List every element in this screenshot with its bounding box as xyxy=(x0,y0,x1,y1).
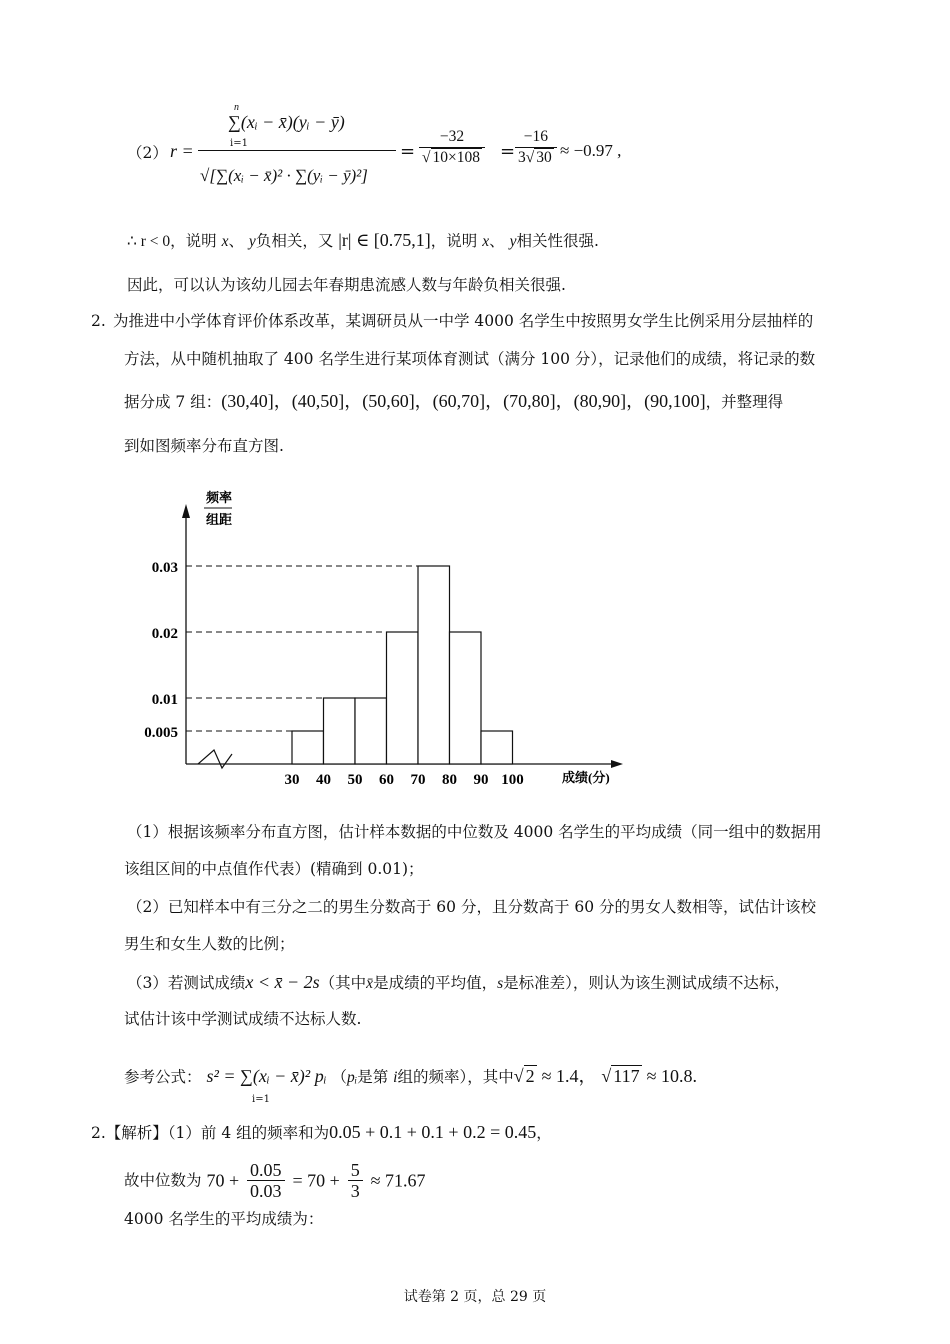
r-denominator: √[∑(xᵢ − x̄)² · ∑(yᵢ − ȳ)²] xyxy=(200,166,368,185)
q3-a: （3）若测试成绩 xyxy=(127,974,246,992)
conc-sep1: 、 xyxy=(228,232,244,250)
median-frac1 xyxy=(247,1160,285,1201)
median-frac2-num: 5 xyxy=(348,1160,363,1181)
q3-xbar: x̄ xyxy=(366,975,374,992)
x-tick-label: 50 xyxy=(347,772,363,788)
conc-x1: x xyxy=(221,233,229,250)
q3-c: 是成绩的平均值， xyxy=(373,974,498,992)
problem2-number: 2. xyxy=(91,312,106,330)
q3-line1 xyxy=(127,972,790,994)
frac-32-num: −32 xyxy=(419,127,485,148)
conc-r-range: |r| ∈ [0.75,1] xyxy=(338,230,431,250)
ref-note-i: i xyxy=(393,1069,398,1086)
frac-16-den: 3√ 30 xyxy=(518,149,552,166)
y-tick-label: 0.02 xyxy=(151,626,178,642)
conc-e: 负相关，又 xyxy=(255,232,334,250)
histogram-bar xyxy=(387,632,419,764)
r-numerator: ∑(xᵢ − x̄)(yᵢ − ȳ) xyxy=(228,112,345,132)
problem2-line4: 到如图频率分布直方图. xyxy=(124,437,284,455)
ref-note-a: （ xyxy=(331,1068,347,1086)
axis-break-mark xyxy=(198,750,232,768)
conclusion-line-1 xyxy=(127,230,599,252)
ref-formula: s² = ∑(xᵢ − x̄)² pᵢ xyxy=(206,1066,327,1086)
y-label-top: 频率 xyxy=(206,490,233,505)
r-symbol: r = xyxy=(170,141,194,161)
conc-sep2: 、 xyxy=(489,232,505,250)
q1-line2: 该组区间的中点值作代表）(精确到 0.01)； xyxy=(124,860,424,878)
problem2-line2: 方法，从中随机抽取了 400 名学生进行某项体育测试（满分 100 分），记录他们的成绩，将记录的数 xyxy=(124,350,816,368)
eq-sign-2: = xyxy=(500,141,516,162)
conc-y2: y xyxy=(509,233,517,250)
q2-line2: 男生和女生人数的比例； xyxy=(124,935,295,953)
q2-line1: （2）已知样本中有三分之二的男生分数高于 60 分，且分数高于 60 分的男女人数相等，试估计该校 xyxy=(127,898,817,916)
conc-a: ∴ r < 0，说明 xyxy=(127,233,217,250)
ref-note-c: 组的频率），其中 xyxy=(397,1068,514,1086)
x-axis-arrow xyxy=(611,760,623,768)
median-c: ≈ 71.67 xyxy=(370,1170,426,1191)
x-axis-label: 成绩(分) xyxy=(562,770,610,785)
solution2-header-text: 2.【解析】（1）前 4 组的频率和为 xyxy=(91,1124,330,1142)
x-tick-label: 100 xyxy=(501,772,524,788)
frac-16-coef: 3 xyxy=(518,149,526,166)
q3-line2: 试估计该中学测试成绩不达标人数. xyxy=(124,1010,362,1028)
y-label-bottom: 组距 xyxy=(206,512,233,527)
conc-k: 相关性很强. xyxy=(516,232,599,250)
histogram-bar xyxy=(481,731,513,764)
x-tick-label: 90 xyxy=(473,772,489,788)
solution2-header xyxy=(91,1122,552,1143)
conc-x2: x xyxy=(482,233,490,250)
ref-sum-lower: i=1 xyxy=(252,1094,270,1105)
histogram-bar xyxy=(324,698,356,764)
frac-16 xyxy=(515,127,557,168)
q1-line1: （1）根据该频率分布直方图，估计样本数据的中位数及 4000 名学生的平均成绩（同一组中的数据用 xyxy=(127,823,822,841)
part2-label: （2） xyxy=(127,144,168,162)
ref-sqrt2-rad: 2 xyxy=(525,1066,535,1086)
histogram-bar xyxy=(292,731,324,764)
solution2-sum-tail: ， xyxy=(536,1124,552,1142)
median-prefix: 故中位数为 xyxy=(124,1171,202,1190)
frac-32-den-rad: 10×108 xyxy=(432,149,481,166)
x-tick-label: 80 xyxy=(442,772,457,788)
problem2-intervals: (30,40]，(40,50]，(50,60]，(60,70]，(70,80]，(80,90]，(90,100] xyxy=(221,391,706,411)
histogram-bar xyxy=(355,698,387,764)
median-frac2-den: 3 xyxy=(350,1181,360,1201)
solution2-median-line xyxy=(124,1160,426,1201)
ref-note-p: pᵢ xyxy=(347,1069,358,1086)
ref-sqrt117-rad: 117 xyxy=(613,1066,640,1086)
median-frac1-num: 0.05 xyxy=(247,1160,285,1181)
y-tick-label: 0.03 xyxy=(151,560,178,576)
y-tick-label: 0.01 xyxy=(151,692,178,708)
frequency-histogram xyxy=(120,480,640,800)
y-axis-arrow xyxy=(182,504,190,518)
ref-label: 参考公式： xyxy=(124,1068,202,1086)
page-footer: 试卷第 2 页，总 29 页 xyxy=(403,1289,547,1305)
conclusion-line-2: 因此，可以认为该幼儿园去年春期患流感人数与年龄负相关很强. xyxy=(127,276,566,294)
frac-32-den: √ 10×108 xyxy=(422,149,481,166)
frac-16-rad: 30 xyxy=(536,149,552,166)
conc-g: ，说明 xyxy=(430,232,478,250)
r-sum-upper: n xyxy=(234,102,239,113)
r-fraction-bar xyxy=(198,150,396,151)
problem2-line3-suffix: ，并整理得 xyxy=(705,393,784,411)
r-main-fraction xyxy=(198,100,396,210)
ref-approx2: ≈ 10.8. xyxy=(646,1066,697,1086)
r-approx: ≈ −0.97 , xyxy=(560,141,622,160)
x-tick-label: 40 xyxy=(316,772,331,788)
problem2-line3-prefix: 据分成 7 组： xyxy=(124,393,222,411)
median-frac1-den: 0.03 xyxy=(250,1181,282,1201)
x-tick-label: 70 xyxy=(410,772,426,788)
ref-sqrt2: √ 2 xyxy=(513,1066,535,1086)
solution2-sum-expr: 0.05 + 0.1 + 0.1 + 0.2 = 0.45 xyxy=(329,1122,537,1142)
histogram-bar xyxy=(418,566,450,764)
median-b: = 70 + xyxy=(292,1170,340,1191)
q3-d: 是标准差），则认为该生测试成绩不达标， xyxy=(503,974,790,992)
x-tick-label: 30 xyxy=(284,772,300,788)
ref-note-b: 是第 xyxy=(357,1068,389,1086)
ref-sqrt117: √ 117 xyxy=(601,1066,640,1086)
x-tick-label: 60 xyxy=(379,772,394,788)
y-tick-label: 0.005 xyxy=(144,725,178,741)
median-a: 70 + xyxy=(206,1170,240,1191)
median-frac2 xyxy=(348,1160,363,1201)
conc-y1: y xyxy=(248,233,256,250)
r-sum-lower: i=1 xyxy=(230,138,248,149)
problem2-line3 xyxy=(124,391,783,412)
frac-32 xyxy=(419,127,485,168)
frac-16-num: −16 xyxy=(515,127,557,148)
q3-s: s xyxy=(497,975,504,992)
ref-approx1: ≈ 1.4， xyxy=(541,1066,597,1086)
problem2-line1: 为推进中小学体育评价体系改革，某调研员从一中学 4000 名学生中按照男女学生比例采用分层抽样的 xyxy=(113,312,814,330)
solution2-mean-line: 4000 名学生的平均成绩为： xyxy=(124,1210,324,1228)
q3-b: （其中 xyxy=(319,974,367,992)
eq-sign-1: = xyxy=(400,141,416,162)
reference-formula-line xyxy=(124,1066,697,1088)
histogram-bar xyxy=(450,632,482,764)
q3-inequality: x < x̄ − 2s xyxy=(245,972,320,992)
